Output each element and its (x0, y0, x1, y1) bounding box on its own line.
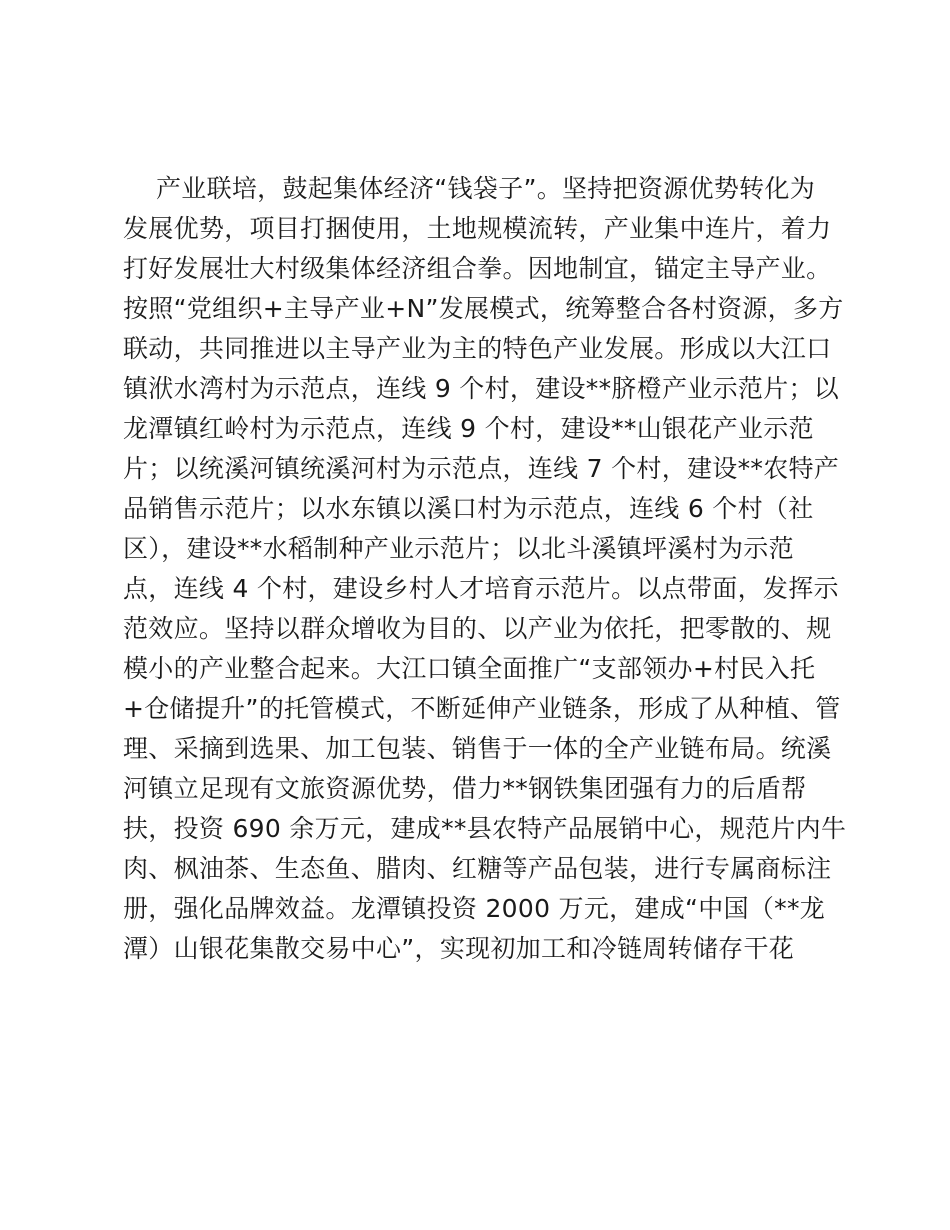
text-line: 肉、枫油茶、生态鱼、腊肉、红糖等产品包装，进行专属商标注 (123, 854, 832, 883)
text-line: 点，连线 4 个村，建设乡村人才培育示范片。以点带面，发挥示 (123, 574, 839, 603)
text-line: 联动，共同推进以主导产业为主的特色产业发展。形成以大江口 (123, 334, 832, 363)
body-paragraph (123, 169, 847, 969)
text-line: 河镇立足现有文旅资源优势，借力**钢铁集团强有力的后盾帮 (123, 774, 807, 803)
text-line: 范效应。坚持以群众增收为目的、以产业为依托，把零散的、规 (123, 614, 832, 643)
text-line: +仓储提升”的托管模式，不断延伸产业链条，形成了从种植、管 (123, 694, 841, 723)
text-line: 打好发展壮大村级集体经济组合拳。因地制宜，锚定主导产业。 (123, 254, 832, 283)
text-line: 镇洑水湾村为示范点，连线 9 个村，建设**脐橙产业示范片；以 (123, 374, 840, 403)
text-line: 发展优势，项目打捆使用，土地规模流转，产业集中连片，着力 (123, 214, 832, 243)
text-line: 片；以统溪河镇统溪河村为示范点，连线 7 个村，建设**农特产 (123, 454, 840, 483)
text-line: 龙潭镇红岭村为示范点，连线 9 个村，建设**山银花产业示范 (123, 414, 814, 443)
text-line: 产业联培，鼓起集体经济“钱袋子”。坚持把资源优势转化为 (123, 174, 815, 203)
text-line: 按照“党组织+主导产业+N”发展模式，统筹整合各村资源，多方 (123, 294, 844, 323)
text-line: 潭）山银花集散交易中心”，实现初加工和冷链周转储存干花 (123, 934, 795, 963)
text-line: 品销售示范片；以水东镇以溪口村为示范点，连线 6 个村（社 (123, 494, 814, 523)
text-line: 模小的产业整合起来。大江口镇全面推广“支部领办+村民入托 (123, 654, 816, 683)
text-line: 扶，投资 690 余万元，建成**县农特产品展销中心，规范片内牛 (123, 814, 847, 843)
text-line: 册，强化品牌效益。龙潭镇投资 2000 万元，建成“中国（**龙 (123, 894, 826, 923)
text-line: 区），建设**水稻制种产业示范片；以北斗溪镇坪溪村为示范 (123, 534, 794, 563)
text-line: 理、采摘到选果、加工包装、销售于一体的全产业链布局。统溪 (123, 734, 832, 763)
